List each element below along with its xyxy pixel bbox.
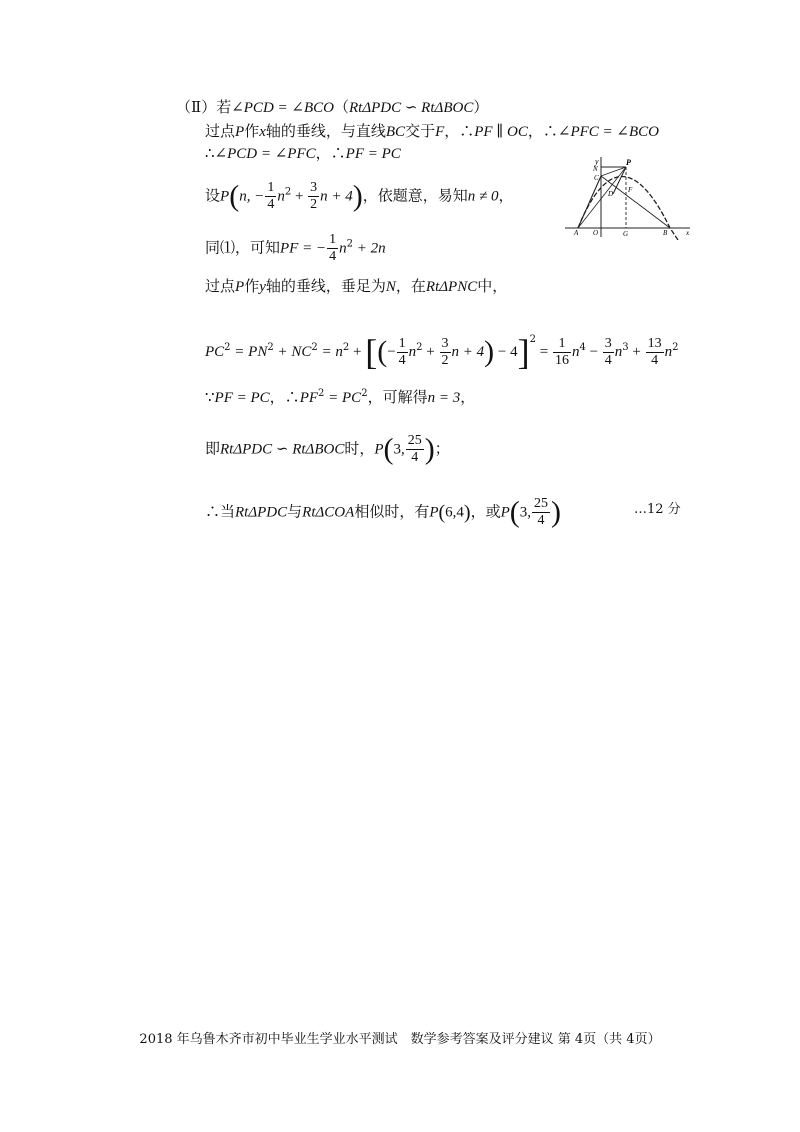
text: 过点 [205,122,236,140]
bracket-right: ] [517,332,530,372]
text: 轴的垂线，与直线 [265,122,386,140]
expr: = n [317,344,343,360]
expr: 3, [393,441,405,458]
numerator: 1 [398,335,406,351]
label-b: B [663,229,668,237]
line-pf-expression: 同⑴，可知PF = − $\frac{1}{4}$ $n^2 + 2n$ [205,232,386,264]
denominator: 16 [554,352,569,368]
denominator: 2 [441,352,449,368]
expr: = PC [324,390,362,406]
label-f: F [628,186,633,194]
label-g: G [623,230,629,238]
therefore: ∴ [205,144,215,162]
paren-right: ) [424,432,435,466]
similar-triangles: RtΔPDC ∽ RtΔBOC [348,100,474,116]
label-p: P [626,158,631,167]
text: ，∴ [444,122,475,140]
triangle: RtΔPDC [235,504,288,521]
label-a: A [574,229,579,237]
expr: n [277,188,285,205]
var-p: P [374,441,384,458]
angle-equality: ∠PFC = ∠BCO [557,124,659,140]
text: ，∴ [315,144,346,162]
label-c: C [594,174,599,182]
numerator: 1 [329,232,337,247]
expr: + 2n [352,240,386,257]
line-solve-n: ∵PF = PC，$\therefore PF^2 = PC^2$，可解得n = 3， [205,388,476,406]
exponent: 2 [529,334,536,345]
label-n: N [593,165,598,173]
fraction [397,336,408,369]
var-p: P [220,188,230,205]
numerator: 13 [647,335,662,351]
operator: − [585,344,602,360]
operator: = [535,344,552,360]
var-y: y [259,279,266,295]
page-footer: 2018 年乌鲁木齐市初中毕业生学业水平测试 数学参考答案及评分建议 第 4页（共 4页） [139,1032,661,1047]
text: 时， [344,439,375,458]
expr: + NC [273,344,312,360]
line-set-p: 设P(n, − $\frac{1}{4}$ $n^2$ + $\frac{3}{2}$ n + 4)，依题意，易知n ≠ 0， [205,179,514,213]
denominator: 4 [329,249,337,264]
paren-left: ( [229,179,240,213]
paren-left: ( [377,335,388,368]
numerator: 25 [407,433,422,448]
paren-right: ) [352,179,363,213]
text: 同⑴，可知 [205,238,281,257]
triangle: RtΔCOA [302,504,355,521]
text: 过点 [205,277,236,295]
text: 即 [205,439,221,458]
fraction [646,336,664,369]
expr: n [664,344,673,360]
numerator: 3 [604,335,612,351]
bracket-left: [ [365,332,378,372]
var-p: P [500,504,510,521]
var-p: P [235,124,245,140]
expr: − 4 [494,344,518,360]
var-p: P [429,504,439,521]
fraction [327,232,338,265]
numerator: 3 [310,180,318,195]
paren-left: ( [438,501,446,524]
text: ，可解得 [367,388,428,406]
fraction [308,180,319,213]
text: ， [460,388,476,406]
expr: PF = PC [214,390,270,406]
expr: PC [205,344,225,360]
expr: n + 4 [451,344,485,360]
text: 交于 [405,122,436,140]
triangle: RtΔPNC [425,279,478,295]
text: ； [434,439,450,458]
similar-triangles: RtΔPDC ∽ RtΔBOC [220,441,345,458]
expr: n [339,240,347,257]
fraction [532,496,550,529]
score-note: …12 分 [634,502,681,517]
expr: = PN [230,344,268,360]
angle-equality: ∠PCD = ∠PFC [214,146,316,162]
text: ，或 [470,502,501,521]
numerator: 1 [553,336,571,353]
geometry-figure [560,155,700,240]
text: 中， [477,277,508,295]
paren-right: ) [484,335,495,368]
text: 作 [244,277,260,295]
label-x: x [686,229,690,237]
label-y: y [595,157,599,166]
expr: PF = − [280,240,327,257]
text: ，∴ [269,388,300,406]
line-ac [578,176,601,228]
expr: n, − [239,188,265,205]
expr: 3, [519,504,532,521]
part2-heading [176,97,488,118]
fraction [265,180,276,213]
operator: + [349,344,366,360]
denominator: 4 [537,513,545,528]
numerator: 1 [267,180,275,195]
numerator: 3 [441,335,449,351]
paren-right: ) [551,495,562,529]
fraction [603,336,614,369]
segment-equality: PF = PC [345,146,401,162]
expr: n ≠ 0 [467,188,499,205]
denominator: 4 [651,352,659,368]
fraction [440,336,451,369]
part-label: （Ⅱ）若 [176,98,232,116]
angle-condition: ∠PCD = ∠BCO [231,100,334,116]
var-p: P [235,279,245,295]
denominator: 4 [411,450,419,465]
because: ∵ [205,388,215,406]
denominator: 4 [604,352,612,368]
fraction [406,433,424,466]
denominator: 2 [310,197,318,212]
point-n: N [385,279,396,295]
operator: + [291,188,308,205]
expr: n + 4 [320,188,353,205]
point-f: F [435,124,445,140]
paren-right: ) [463,501,471,524]
fraction [553,336,571,369]
parallel-statement: PF ∥ OC [474,124,528,140]
text: ，∴ [527,122,558,140]
expr: n [571,344,580,360]
denominator: 4 [398,352,406,368]
expr: n [614,344,623,360]
line-bc [601,176,670,228]
expr: n [408,344,417,360]
text: 作 [244,122,260,140]
operator: + [628,344,645,360]
text: 与 [287,502,303,521]
line-perpendicular-y [205,276,507,297]
line-ap [578,167,626,228]
numerator: 25 [534,496,549,511]
paren-close: ） [473,98,489,116]
text: 设 [205,186,221,205]
text: ∴当 [205,502,236,521]
expr: PF [299,390,319,406]
label-o: O [593,229,599,237]
text: 轴的垂线，垂足为 [265,277,386,295]
line-final-answer [205,496,561,529]
expr: 6,4 [445,504,464,521]
line-perpendicular-x [205,121,659,142]
text: ， [498,186,514,205]
paren-left: ( [509,495,520,529]
text: ，在 [395,277,426,295]
line-bc: BC [385,124,406,140]
text: 相似时，有 [354,502,430,521]
line-result-1 [205,433,450,466]
paren-left: ( [383,432,394,466]
paren-open: （ [333,98,349,116]
expr: n = 3 [427,390,461,406]
line-angle-conclusion [205,143,401,164]
operator: − [387,344,396,360]
var-x: x [259,124,266,140]
label-d: D [608,190,614,198]
text: ，依题意，易知 [362,186,468,205]
denominator: 4 [267,197,275,212]
line-pc-squared: $PC^2 = PN^2 + NC^2 = n^2$ + [(− $\frac{1}{4}$ $n^2$ + $\frac{3}{2}$ n + 4) − 4]$^2$ = $\frac{1}{16}$ $n^4$ − $\frac{3}{4}$ $n^3$ + $\frac{13}{4}$ $n^2$ [205,332,679,372]
